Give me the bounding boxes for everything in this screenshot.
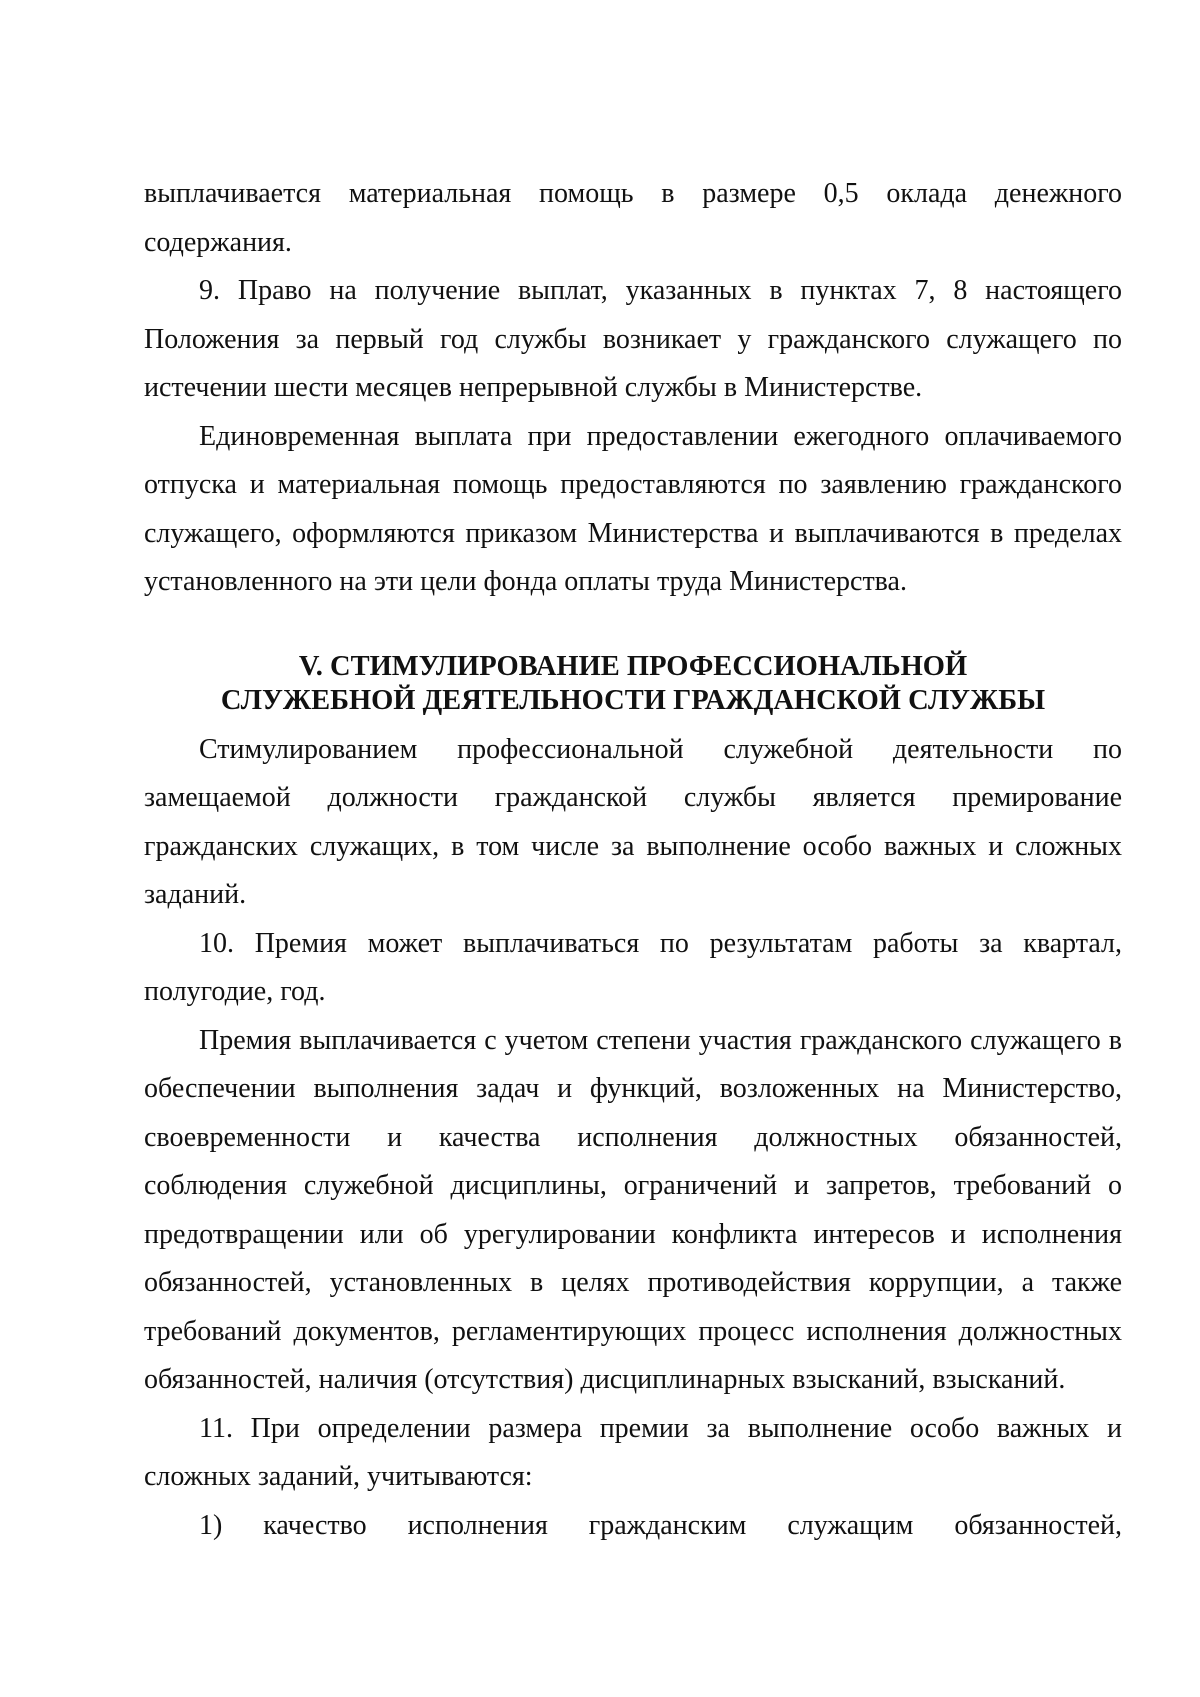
paragraph-item-11: 11. При определении размера премии за выполнение особо важных и сложных заданий, учитываются: — [144, 1412, 1122, 1492]
paragraph-bonus-conditions: Премия выплачивается с учетом степени участия гражданского служащего в обеспечении выполнения задач и функций, возложенных на Министерство, своевременности и качества исполнения должностных обязанностей, соблюдения служебной дисциплины, ограничений и запретов, требований о предотвращении или об урегулировании конфликта интересов и исполнения обязанностей, установленных в целях противодействия коррупции, а также требований документов, регламентирующих процесс исполнения должностных обязанностей, наличия (отсутствия) дисциплинарных взысканий, взысканий. — [144, 1024, 1122, 1395]
section-heading-line-1: V. СТИМУЛИРОВАНИЕ ПРОФЕССИОНАЛЬНОЙ — [298, 650, 968, 682]
paragraph-subitem-1: 1) качество исполнения гражданским служащим обязанностей, — [199, 1509, 1122, 1541]
paragraph-item-10: 10. Премия может выплачиваться по результатам работы за квартал, полугодие, год. — [144, 927, 1122, 1007]
paragraph-lump-sum-payment: Единовременная выплата при предоставлении ежегодного оплачиваемого отпуска и материальная помощь предоставляются по заявлению гражданского служащего, оформляются приказом Министерства и выплачиваются в пределах установленного на эти цели фонда оплаты труда Министерства. — [144, 420, 1122, 597]
section-heading — [144, 650, 1122, 718]
paragraph-stimulation: Стимулированием профессиональной служебной деятельности по замещаемой должности гражданской службы является премирование гражданских служащих, в том числе за выполнение особо важных и сложных заданий. — [144, 733, 1122, 910]
section-heading-line-2: СЛУЖЕБНОЙ ДЕЯТЕЛЬНОСТИ ГРАЖДАНСКОЙ СЛУЖБЫ — [220, 684, 1046, 716]
paragraph-continuation: выплачивается материальная помощь в размере 0,5 оклада денежного содержания. — [144, 178, 1122, 258]
paragraph-item-9: 9. Право на получение выплат, указанных в пунктах 7, 8 настоящего Положения за первый год службы возникает у гражданского служащего по истечении шести месяцев непрерывной службы в Министерстве. — [144, 275, 1122, 403]
document-page — [144, 170, 1122, 1599]
